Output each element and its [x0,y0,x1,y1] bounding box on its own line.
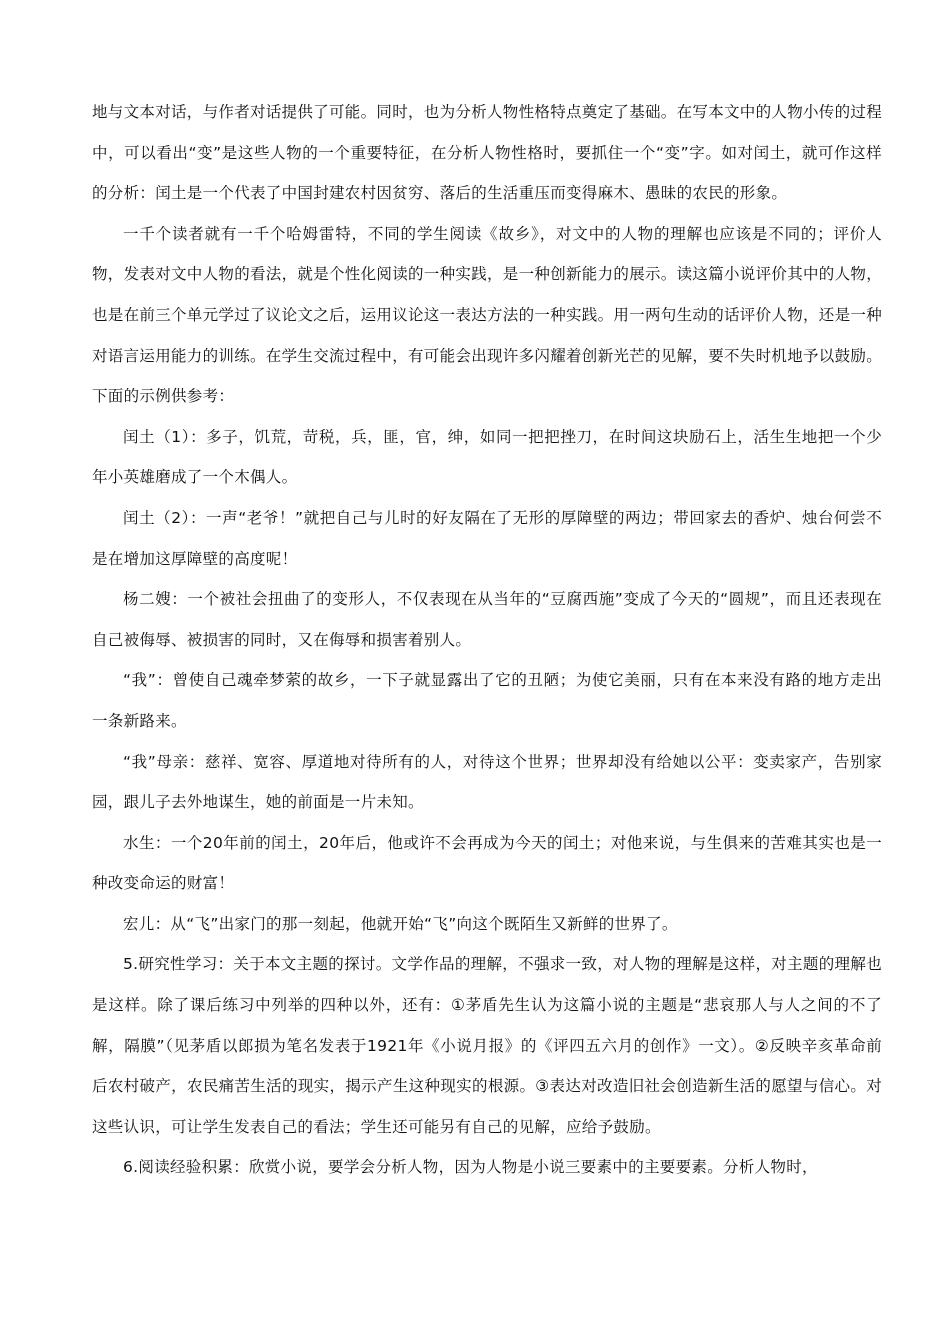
paragraph-shuisheng: 水生：一个20年前的闰土，20年后，他或许不会再成为今天的闰土；对他来说，与生俱来的苦难其实也是一种改变命运的财富！ [92,833,882,893]
paragraph-runtu-2: 闰土（2）：一声“老爷！”就把自己与儿时的好友隔在了无形的厚障壁的两边；带回家去的香炉、烛台何尝不是在增加这厚障壁的高度呢！ [92,508,882,568]
paragraph-reading-experience: 6.阅读经验积累：欣赏小说，要学会分析人物，因为人物是小说三要素中的主要要素。分析人物时， [123,1158,818,1177]
paragraph-2: 一千个读者就有一千个哈姆雷特，不同的学生阅读《故乡》，对文中的人物的理解也应该是不同的；评价人物，发表对文中人物的看法，就是个性化阅读的一种实践，是一种创新能力的展示。读这篇小说评价其中的人物，也是在前三个单元学过了议论文之后，运用议论这一表达方法的一种实践。用一两句生动的话评价人物，还是一种对语言运用能力的训练。在学生交流过程中，有可能会出现许多闪耀着创新光芒的见解，要不失时机地予以鼓励。下面的示例供参考： [92,224,883,406]
paragraph-runtu-1: 闰土（1）：多子，饥荒，苛税，兵，匪，官，绅，如同一把把挫刀，在时间这块励石上，活生生地把一个少年小英雄磨成了一个木偶人。 [92,427,882,487]
paragraph-wo-mother: “我”母亲：慈祥、宽容、厚道地对待所有的人，对待这个世界；世界却没有给她以公平：变卖家产，告别家园，跟儿子去外地谋生，她的前面是一片未知。 [92,752,882,812]
paragraph-yang-ersao: 杨二嫂：一个被社会扭曲了的变形人，不仅表现在从当年的“豆腐西施”变成了今天的“圆规”，而且还表现在自己被侮辱、被损害的同时，又在侮辱和损害着别人。 [92,590,882,649]
paragraph-wo: “我”：曾使自己魂牵梦萦的故乡，一下子就显露出了它的丑陋；为使它美丽，只有在本来没有路的地方走出一条新路来。 [92,671,882,730]
document-body [92,92,882,1188]
paragraph-research-study: 5.研究性学习：关于本文主题的探讨。文学作品的理解，不强求一致，对人物的理解是这样，对主题的理解也是这样。除了课后练习中列举的四种以外，还有：①茅盾先生认为这篇小说的主题是“悲哀那人与人之间的不了解，隔膜”（见茅盾以郎损为笔名发表于1921年《小说月报》的《评四五六月的创作》一文）。②反映辛亥革命前后农村破产，农民痛苦生活的现实，揭示产生这种现实的根源。③表达对改造旧社会创造新生活的愿望与信心。对这些认识，可让学生发表自己的看法；学生还可能另有自己的见解，应给予鼓励。 [92,955,882,1136]
paragraph-1: 地与文本对话，与作者对话提供了可能。同时，也为分析人物性格特点奠定了基础。在写本文中的人物小传的过程中，可以看出“变”是这些人物的一个重要特征，在分析人物性格时，要抓住一个“变”字。如对闰土，就可作这样的分析：闰土是一个代表了中国封建农村因贫穷、落后的生活重压而变得麻木、愚昧的农民的形象。 [92,103,883,203]
paragraph-honger: 宏儿：从“飞”出家门的那一刻起，他就开始“飞”向这个既陌生又新鲜的世界了。 [123,914,678,933]
